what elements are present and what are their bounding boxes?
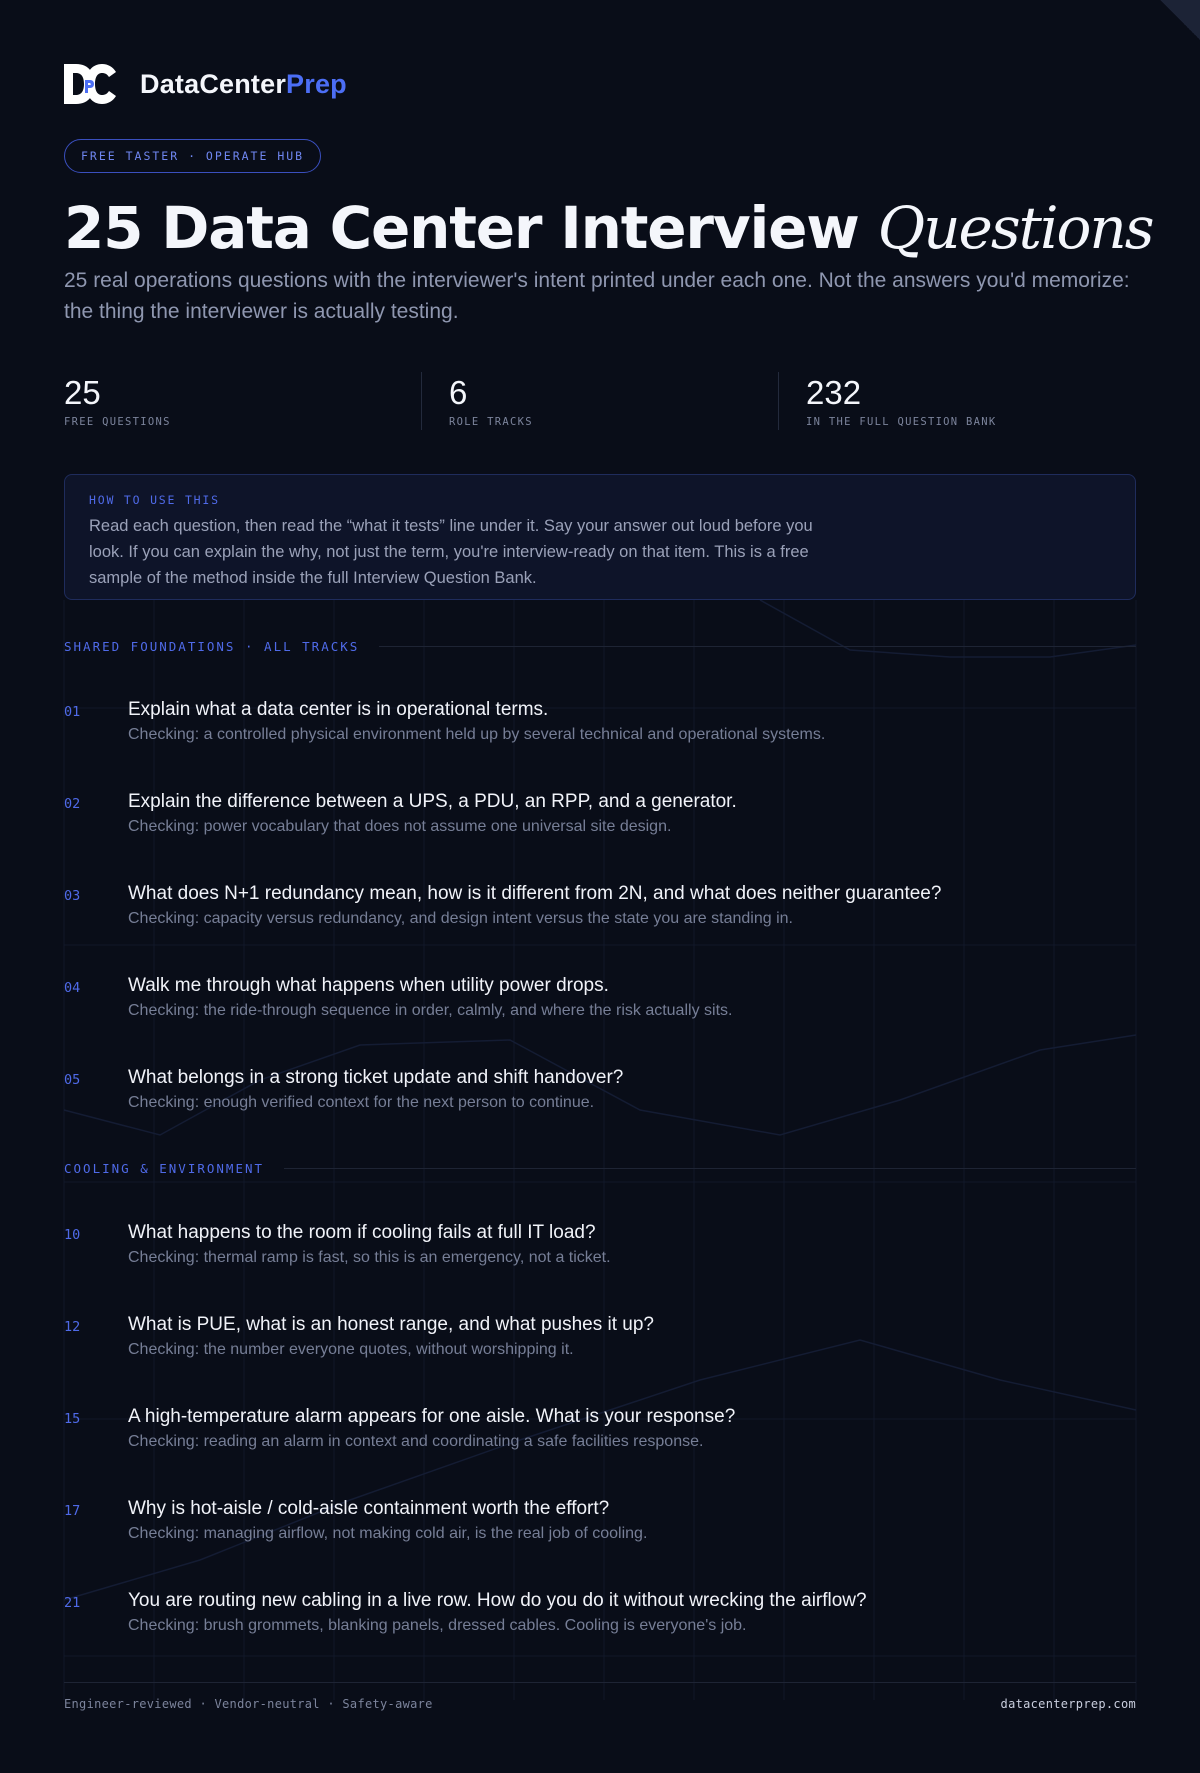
title-main: 25 Data Center Interview [64,194,878,262]
stat-divider [778,372,779,430]
stat-label: IN THE FULL QUESTION BANK [806,416,997,428]
brand-name [140,69,347,100]
category-pill: FREE TASTER · OPERATE HUB [64,139,321,173]
question-text: Explain the difference between a UPS, a PDU, an RPP, and a generator. [128,791,737,812]
callout-body: Read each question, then read the “what it tests” line under it. Say your answer out loud before you look. If you can explain the why, not just the term, you're interview-ready on that item. This is a free sample of the method inside the full Interview Question Bank. [89,517,813,587]
question-check: Checking: power vocabulary that does not assume one universal site design. [128,818,672,835]
question-check: Checking: thermal ramp is fast, so this is an emergency, not a ticket. [128,1249,611,1266]
question-text: Why is hot-aisle / cold-aisle containment worth the effort? [128,1498,610,1519]
stats-row [64,372,1136,430]
question-number: 01 [64,704,81,720]
question-item [64,697,1136,757]
brand-name-main: DataCenter [140,68,287,99]
question-number: 10 [64,1227,81,1243]
question-text: What does N+1 redundancy mean, how is it different from 2N, and what does neither guarantee? [128,883,942,904]
question-check: Checking: capacity versus redundancy, and design intent versus the state you are standing in. [128,910,793,927]
question-check: Checking: a controlled physical environment held up by several technical and operational systems. [128,726,826,743]
stat-label: FREE QUESTIONS [64,416,171,428]
question-number: 12 [64,1319,81,1335]
section-heading-shared-foundations [64,636,1136,656]
question-item [64,1404,1136,1464]
question-text: What is PUE, what is an honest range, and what pushes it up? [128,1314,654,1335]
question-number: 17 [64,1503,81,1519]
question-text: Walk me through what happens when utility power drops. [128,975,609,996]
brand-name-accent: Prep [286,68,347,99]
brand-header[interactable] [64,62,347,106]
stat-free-questions [64,372,171,430]
stat-value: 25 [64,374,101,411]
page-subtitle: 25 real operations questions with the interviewer's intent printed under each one. Not the answers you'd memorize: the thing the interviewer is actually testing. [64,269,1130,323]
question-text: What belongs in a strong ticket update and shift handover? [128,1067,624,1088]
section-title: COOLING & ENVIRONMENT [64,1160,265,1176]
question-number: 04 [64,980,81,996]
footer-divider [64,1682,1136,1683]
question-text: You are routing new cabling in a live row. How do you do it without wrecking the airflow? [128,1590,867,1611]
question-text: Explain what a data center is in operational terms. [128,699,549,720]
footer-tagline: Engineer-reviewed · Vendor-neutral · Safety-aware [64,1697,433,1711]
stat-value: 6 [449,374,468,411]
footer-website-link[interactable]: datacenterprep.com [1000,1697,1136,1711]
question-number: 03 [64,888,81,904]
question-item [64,789,1136,849]
question-text: What happens to the room if cooling fails at full IT load? [128,1222,596,1243]
section-heading-cooling [64,1158,1136,1178]
section-title: SHARED FOUNDATIONS · ALL TRACKS [64,638,360,654]
dcp-monogram-logo [64,62,116,106]
stat-divider [421,372,422,430]
corner-fold [1160,0,1200,40]
how-to-use-callout [64,474,1136,600]
question-item [64,1588,1136,1648]
question-check: Checking: enough verified context for the next person to continue. [128,1094,595,1111]
question-check: Checking: reading an alarm in context and coordinating a safe facilities response. [128,1433,704,1450]
question-number: 21 [64,1595,81,1611]
question-check: Checking: the ride-through sequence in order, calmly, and where the risk actually sits. [128,1002,733,1019]
question-number: 15 [64,1411,81,1427]
question-item [64,1065,1136,1125]
question-check: Checking: managing airflow, not making cold air, is the real job of cooling. [128,1525,648,1542]
page-title [64,190,1164,266]
stat-value: 232 [806,374,862,411]
callout-heading: HOW TO USE THIS [89,493,220,507]
question-item [64,1496,1136,1556]
question-check: Checking: the number everyone quotes, without worshipping it. [128,1341,574,1358]
stat-role-tracks [449,372,533,430]
title-serif: Questions [877,194,1153,262]
question-item [64,973,1136,1033]
question-item [64,1220,1136,1280]
question-number: 05 [64,1072,81,1088]
question-check: Checking: brush grommets, blanking panels, dressed cables. Cooling is everyone's job. [128,1617,747,1634]
question-number: 02 [64,796,81,812]
question-text: A high-temperature alarm appears for one aisle. What is your response? [128,1406,736,1427]
question-item [64,1312,1136,1372]
stat-label: ROLE TRACKS [449,416,533,428]
section-rule [379,646,1136,647]
question-item [64,881,1136,941]
stat-question-bank [806,372,997,430]
section-rule [284,1168,1136,1169]
